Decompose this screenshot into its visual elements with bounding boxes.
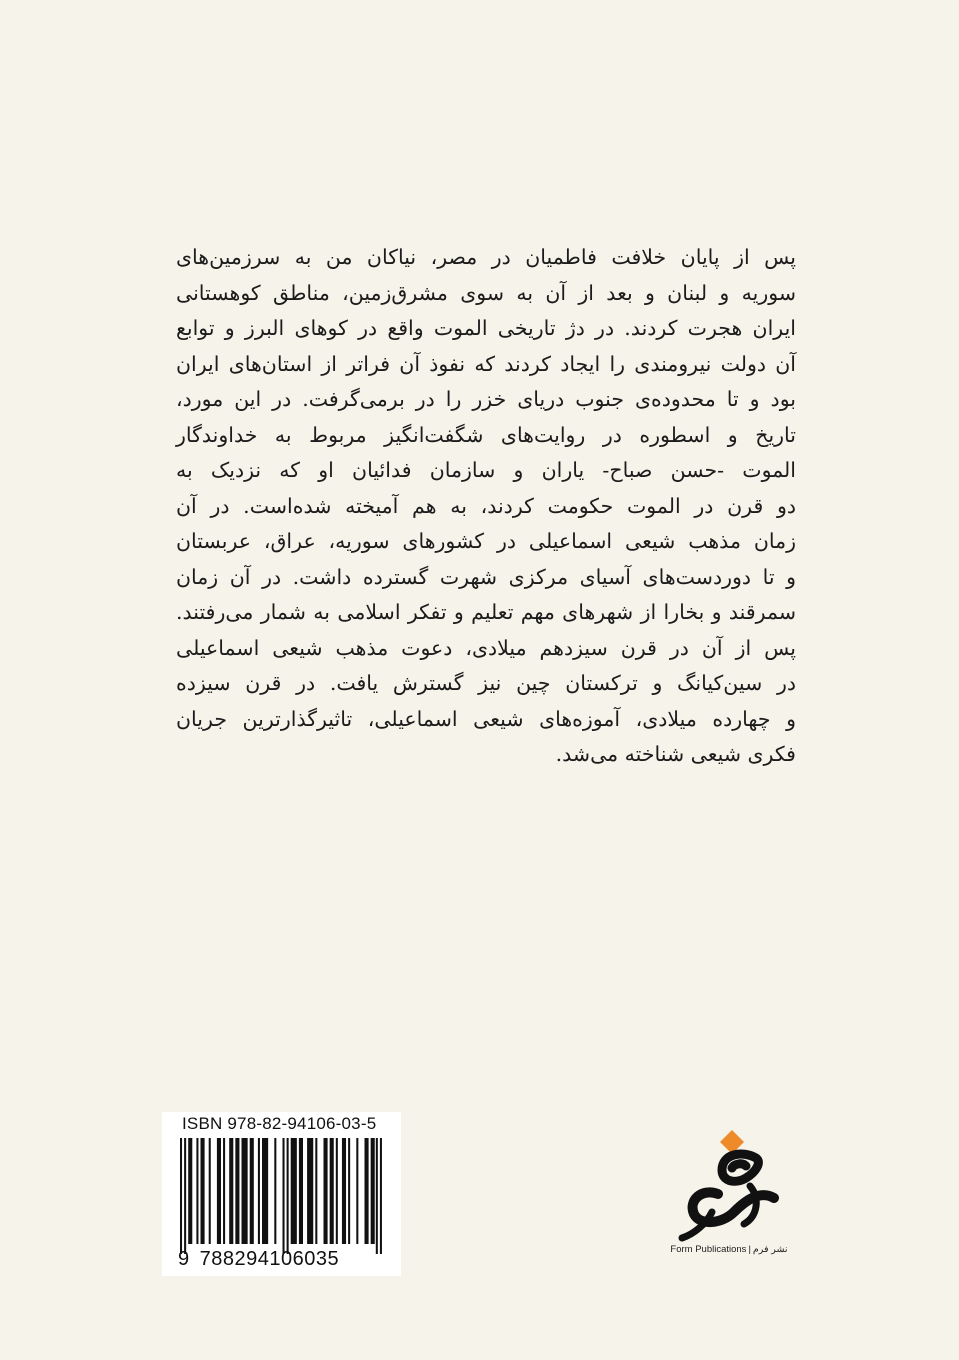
barcode-bar bbox=[235, 1138, 239, 1244]
barcode-bar bbox=[342, 1138, 346, 1244]
barcode-bar bbox=[258, 1138, 260, 1244]
barcode-bar bbox=[287, 1138, 289, 1254]
blurb-line: الموت -حسن صباح- یاران و سازمان فدائیان او که نزدیک به bbox=[176, 458, 796, 482]
publisher-name-en: Form Publications bbox=[670, 1244, 747, 1255]
blurb-line: فکری شیعی شناخته می‌شد. bbox=[555, 742, 796, 766]
barcode-bar bbox=[299, 1138, 303, 1244]
barcode-digit-lead: 9 bbox=[178, 1248, 190, 1270]
blurb-text bbox=[176, 240, 796, 773]
barcode-bar bbox=[242, 1138, 248, 1244]
barcode-bar bbox=[180, 1138, 182, 1254]
barcode-bar bbox=[188, 1138, 192, 1244]
barcode-digits bbox=[178, 1248, 339, 1271]
blurb-line: تاریخ و اسطوره در روایت‌های شگفت‌انگیز مربوط به خداوندگار bbox=[176, 422, 796, 447]
blurb-line: پس از آن در قرن سیزدهم میلادی، دعوت مذهب شیعی اسماعیلی bbox=[176, 635, 796, 660]
barcode-bar bbox=[262, 1138, 268, 1244]
isbn-label: ISBN 978-82-94106-03-5 bbox=[182, 1114, 377, 1133]
publisher-caption bbox=[664, 1244, 794, 1255]
barcode-bar bbox=[184, 1138, 186, 1254]
blurb-line: بود و تا محدوده‌ی جنوب دریای خزر را در برمی‌گرفت. در این مورد، bbox=[176, 387, 796, 411]
barcode-bar bbox=[196, 1138, 198, 1244]
barcode-bar bbox=[307, 1138, 313, 1244]
barcode-bar bbox=[229, 1138, 233, 1244]
barcode-bar bbox=[291, 1138, 297, 1244]
barcode-bar bbox=[201, 1138, 205, 1244]
barcode-bar bbox=[315, 1138, 317, 1244]
barcode-bar bbox=[365, 1138, 369, 1244]
barcode-bar bbox=[223, 1138, 225, 1244]
barcode-bar bbox=[371, 1138, 375, 1244]
barcode-bar bbox=[283, 1138, 285, 1254]
isbn-barcode bbox=[162, 1112, 401, 1276]
barcode-bar bbox=[348, 1138, 350, 1244]
blurb-line: آن دولت نیرومندی را ایجاد کردند که نفوذ آن فراتر از استان‌های ایران bbox=[176, 351, 796, 376]
barcode-bar bbox=[250, 1138, 254, 1244]
barcode-bar bbox=[274, 1138, 276, 1244]
publisher-name-fa: نشر فرم bbox=[752, 1244, 788, 1255]
blurb-line: ایران هجرت کردند. در دژ تاریخی الموت واقع در کوهای البرز و توابع bbox=[176, 316, 796, 340]
barcode-bar bbox=[376, 1138, 378, 1254]
barcode-bar bbox=[336, 1138, 338, 1244]
barcode-bar bbox=[217, 1138, 221, 1244]
blurb-line: زمان مذهب شیعی اسماعیلی در کشورهای سوریه، عراق، عربستان bbox=[176, 529, 796, 553]
barcode-bar bbox=[356, 1138, 358, 1244]
blurb-line: پس از پایان خلافت فاطمیان در مصر، نیاکان من به سرزمین‌های bbox=[176, 245, 796, 269]
barcode-bar bbox=[330, 1138, 334, 1244]
blurb-line: سوریه و لبنان و بعد از آن به سوی مشرق‌زمین، مناطق کوهستانی bbox=[176, 280, 796, 305]
blurb-line: در سین‌کیانگ و ترکستان چین نیز گسترش یافت. در قرن سیزده bbox=[176, 671, 796, 695]
barcode-bar bbox=[380, 1138, 382, 1254]
blurb-line: و چهارده میلادی، آموزه‌های شیعی اسماعیلی، تاثیرگذارترین جریان bbox=[176, 706, 796, 731]
barcode-bar bbox=[324, 1138, 328, 1244]
blurb-line: دو قرن در الموت حکومت کردند، به هم آمیخته شده‌است. در آن bbox=[176, 493, 796, 518]
blurb-line: و تا دوردست‌های آسیای مرکزی شهرت گسترده داشت. در آن زمان bbox=[176, 564, 796, 589]
blurb-line: سمرقند و بخارا از شهرهای مهم تعلیم و تفکر اسلامی به شمار می‌رفتند. bbox=[176, 600, 796, 624]
barcode-digits-right: 106035 bbox=[269, 1248, 340, 1270]
barcode-digits-left: 788294 bbox=[199, 1248, 270, 1270]
barcode-bar bbox=[209, 1138, 211, 1244]
publisher-separator: | bbox=[748, 1244, 751, 1255]
publisher-logo-icon bbox=[672, 1128, 792, 1258]
